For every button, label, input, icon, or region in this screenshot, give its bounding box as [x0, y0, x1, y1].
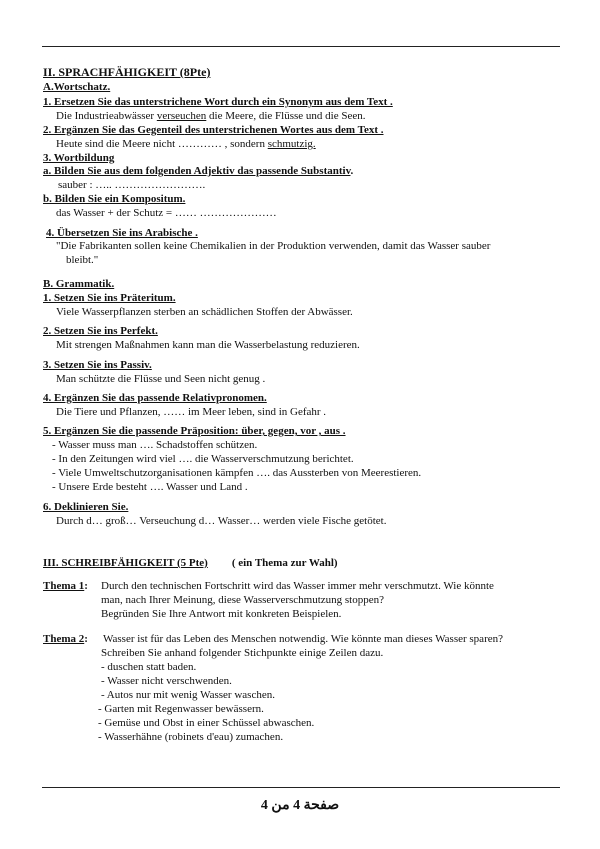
q3-title: 3. Wortbildung [43, 152, 115, 164]
page-number: صفحة 4 من 4 [260, 798, 340, 813]
q3a-title [43, 165, 353, 178]
g2-text: Mit strengen Maßnahmen kann man die Wasserbelastung reduzieren. [56, 339, 360, 351]
g5-item: - Viele Umweltschutzorganisationen kämpfen …. das Aussterben von Meerestieren. [52, 467, 422, 479]
q1-title: 1. Ersetzen Sie das unterstrichene Wort durch ein Synonym aus dem Text . [43, 96, 393, 108]
g3-text: Man schützte die Flüsse und Seen nicht genug . [56, 373, 266, 385]
q3b-text: das Wasser + der Schutz = …… ………………… [56, 207, 277, 219]
g2-title: 2. Setzen Sie ins Perfekt. [43, 325, 158, 337]
q2-text [56, 138, 316, 151]
g4-text: Die Tiere und Pflanzen, …… im Meer leben, sind in Gefahr . [56, 406, 327, 418]
q1-text [56, 110, 365, 123]
q3a-title-dot: . [350, 165, 354, 177]
thema-2-point: - Autos nur mit wenig Wasser waschen. [101, 689, 275, 701]
section-3-header [43, 557, 338, 570]
thema-1-label-wrap [43, 580, 88, 593]
thema-2-point: - Wasserhähne (robinets d'eau) zumachen. [98, 731, 284, 743]
q3b-title: b. Bilden Sie ein Kompositum. [43, 193, 186, 205]
q1-text-post: die Meere, die Flüsse und die Seen. [206, 110, 366, 122]
thema-1-label: Thema 1 [43, 580, 85, 592]
bottom-rule [42, 787, 560, 788]
thema-2-line: Schreiben Sie anhand folgender Stichpunkte einige Zeilen dazu. [101, 647, 384, 659]
q4-text-line-1: "Die Fabrikanten sollen keine Chemikalien in der Produktion verwenden, damit das Wasser sauber [56, 240, 491, 252]
g6-text: Durch d… groß… Verseuchung d… Wasser… werden viele Fische getötet. [56, 515, 387, 527]
top-rule [42, 46, 560, 47]
section-3-title: III. SCHREIBFÄHIGKEIT (5 Pte) [43, 557, 208, 569]
thema-2-point: - duschen statt baden. [101, 661, 197, 673]
q2-title-a: 2. Ergänzen Sie das Gegenteil [43, 124, 185, 136]
thema-1-line: Durch den technischen Fortschritt wird das Wasser immer mehr verschmutzt. Wie könnte [101, 580, 494, 592]
g5-item: - Unsere Erde besteht …. Wasser und Land . [52, 481, 248, 493]
q4-text-line-2: bleibt." [66, 254, 99, 266]
q1-underlined-word: verseuchen [156, 110, 207, 122]
thema-2-line: Wasser ist für das Leben des Menschen notwendig. Wie könnte man dieses Wasser sparen? [103, 633, 503, 645]
thema-1-line: man, nach Ihrer Meinung, diese Wasserverschmutzung stoppen? [101, 594, 384, 606]
g5-title: 5. Ergänzen Sie die passende Präposition: über, gegen, vor , aus . [43, 425, 346, 437]
q2-underlined-word: schmutzig. [267, 138, 316, 150]
q4-title: 4. Übersetzen Sie ins Arabische . [46, 227, 198, 239]
q1-text-pre: Die Industrieabwässer [56, 110, 157, 122]
q3a-text: sauber : ….. ……………………. [58, 179, 206, 191]
wortschatz-heading: A.Wortschatz. [43, 81, 111, 93]
q2-text-pre: Heute sind die Meere nicht ………… , sondern [56, 138, 268, 150]
thema-2-label-wrap [43, 633, 88, 646]
thema-1-colon: : [84, 580, 88, 592]
q2-title [43, 124, 384, 137]
q3a-title-text: a. Bilden Sie aus dem folgenden Adjektiv das passende Substantiv [43, 165, 351, 177]
section-3-subtitle: ( ein Thema zur Wahl) [231, 557, 338, 569]
q2-title-b: des unterstrichenen Wortes aus dem Text . [184, 124, 384, 136]
g4-title: 4. Ergänzen Sie das passende Relativpronomen. [43, 392, 267, 404]
thema-2-point: - Wasser nicht verschwenden. [101, 675, 232, 687]
g6-title: 6. Deklinieren Sie. [43, 501, 129, 513]
g3-title: 3. Setzen Sie ins Passiv. [43, 359, 152, 371]
g1-text: Viele Wasserpflanzen sterben an schädlichen Stoffen der Abwässer. [56, 306, 353, 318]
g5-item: - Wasser muss man …. Schadstoffen schützen. [52, 439, 258, 451]
thema-2-point: - Garten mit Regenwasser bewässern. [98, 703, 264, 715]
thema-2-point: - Gemüse und Obst in einer Schüssel abwaschen. [98, 717, 315, 729]
thema-2-colon: : [84, 633, 88, 645]
g5-item: - In den Zeitungen wird viel …. die Wasserverschmutzung berichtet. [52, 453, 354, 465]
thema-2-label: Thema 2 [43, 633, 85, 645]
g1-title: 1. Setzen Sie ins Präteritum. [43, 292, 176, 304]
thema-1-line: Begründen Sie Ihre Antwort mit konkreten Beispielen. [101, 608, 342, 620]
section-2-title: II. SPRACHFÄHIGKEIT (8Pte) [43, 65, 211, 79]
grammatik-heading: B. Grammatik. [43, 278, 115, 290]
